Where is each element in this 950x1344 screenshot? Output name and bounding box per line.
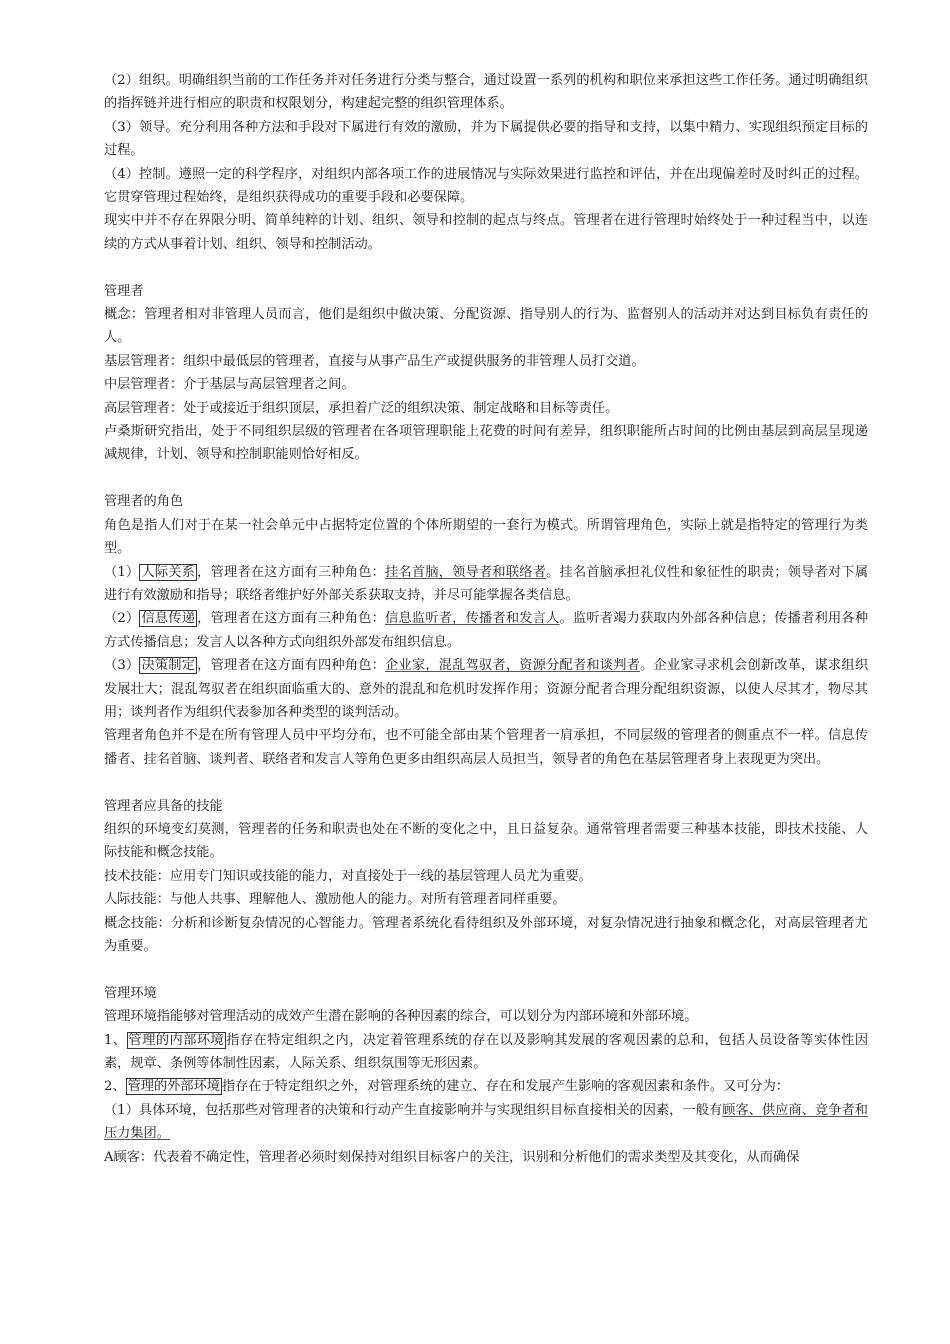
paragraph-customers: A顾客：代表着不确定性，管理者必须时刻保持对组织目标客户的关注，识别和分析他们的需求类型及其变化，从而确保: [104, 1149, 800, 1165]
item-rest: 指存在于特定组织之外，对管理系统的建立、存在和发展产生影响的客观因素和条件。又可分为：: [221, 1079, 789, 1095]
role-prefix: （1）: [104, 564, 140, 580]
role-mid: ，管理者在这方面有四种角色：: [197, 658, 386, 674]
item-text: （1）具体环境，包括那些对管理者的决策和行动产生直接影响并与实现组织目标直接相关的因素，一般有: [104, 1102, 723, 1118]
section-title-skills: 管理者应具备的技能: [104, 798, 223, 814]
paragraph-specific-environment: [104, 1099, 868, 1146]
paragraph-conceptual-skills: 概念技能：分析和诊断复杂情况的心智能力。管理者系统化看待组织及外部环境，对复杂情况进行抽象和概念化，对高层管理者尤为重要。: [104, 915, 868, 954]
paragraph-role-interpersonal: [104, 561, 868, 608]
role-prefix: （3）: [104, 658, 140, 674]
paragraph-luthans: 卢桑斯研究指出，处于不同组织层级的管理者在各项管理职能上花费的时间有差异，组织职能所占时间的比例由基层到高层呈现递减规律，计划、领导和控制职能则恰好相反。: [104, 424, 868, 463]
paragraph-controlling: （4）控制。遵照一定的科学程序，对组织内部各项工作的进展情况与实际效果进行监控和评估，并在出现偏差时及时纠正的过程。它贯穿管理过程始终，是组织获得成功的重要手段和必要保障。: [104, 166, 868, 206]
paragraph-environment-intro: 管理环境指能够对管理活动的成效产生潜在影响的各种因素的综合，可以划分为内部环境和外部环境。: [104, 1009, 698, 1025]
underlined-specific-factors: 顾客、供应商、竞争者和压力集团。: [104, 1102, 868, 1142]
paragraph-top-managers: 高层管理者：处于或接近于组织顶层，承担着广泛的组织决策、制定战略和目标等责任。: [104, 400, 619, 416]
role-rest: 。监听者竭力获取内外部各种信息；传播者利用各种方式传播信息；发言人以各种方式向组织外部发布组织信息。: [104, 611, 869, 650]
paragraph-organizing: （2）组织。明确组织当前的工作任务并对任务进行分类与整合，通过设置一系列的机构和职位来承担这些工作任务。通过明确组织的指挥链并进行相应的职责和权限划分，构建起完整的组织管理体系。: [104, 73, 868, 112]
paragraph-role-decisional: [104, 654, 868, 724]
paragraph-skills-intro: 组织的环境变幻莫测，管理者的任务和职责也处在不断的变化之中，且日益复杂。通常管理者需要三种基本技能，即技术技能、人际技能和概念技能。: [104, 821, 868, 861]
role-prefix: （2）: [104, 611, 140, 627]
role-rest: 。企业家寻求机会创新改革，谋求组织发展壮大；混乱驾驭者在组织面临重大的、意外的混乱和危机时发挥作用；资源分配者合理分配组织资源，以使人尽其才，物尽其用；谈判者作为组织代表参加各种类型的谈判活动。: [104, 658, 869, 720]
paragraph-technical-skills: 技术技能：应用专门知识或技能的能力，对直接处于一线的基层管理人员尤为重要。: [104, 868, 592, 884]
paragraph-leading: （3）领导。充分利用各种方法和手段对下属进行有效的激励，并为下属提供必要的指导和支持，以集中精力、实现组织预定目标的过程。: [104, 119, 868, 159]
paragraph-role-informational: [104, 607, 868, 654]
boxed-term-external-environment: 管理的外部环境: [127, 1079, 220, 1095]
section-title-roles: 管理者的角色: [104, 494, 184, 510]
role-rest: 。挂名首脑承担礼仪性和象征性的职责；领导者对下属进行有效激励和指导；联络者维护好外部关系获取支持，并尽可能掌握各类信息。: [104, 564, 869, 603]
paragraph-middle-managers: 中层管理者：介于基层与高层管理者之间。: [104, 377, 355, 393]
paragraph-process: 现实中并不存在界限分明、简单纯粹的计划、组织、领导和控制的起点与终点。管理者在进行管理时始终处于一种过程当中，以连续的方式从事着计划、组织、领导和控制活动。: [104, 213, 868, 252]
item-prefix: 1、: [104, 1032, 127, 1048]
role-mid: ，管理者在这方面有三种角色：: [197, 611, 386, 627]
section-title-managers: 管理者: [104, 283, 144, 299]
underlined-roles-informational: 信息监听者，传播者和发言人: [385, 611, 560, 627]
item-prefix: 2、: [104, 1079, 126, 1095]
section-title-environment: 管理环境: [104, 985, 157, 1001]
role-mid: ，管理者在这方面有三种角色：: [197, 564, 386, 580]
paragraph-human-skills: 人际技能：与他人共事、理解他人、激励他人的能力。对所有管理者同样重要。: [104, 892, 566, 908]
boxed-term-internal-environment: 管理的内部环境: [128, 1032, 225, 1048]
paragraph-manager-concept: 概念：管理者相对非管理人员而言，他们是组织中做决策、分配资源、指导别人的行为、监督别人的活动并对达到目标负有责任的人。: [104, 307, 868, 346]
underlined-roles-interpersonal: 挂名首脑，领导者和联络者: [385, 564, 547, 580]
boxed-term-decisional: 决策制定: [141, 658, 196, 674]
boxed-term-interpersonal: 人际关系: [141, 564, 196, 580]
underlined-roles-decisional: 企业家，混乱驾驭者，资源分配者和谈判者: [385, 658, 641, 674]
paragraph-first-line-managers: 基层管理者：组织中最低层的管理者，直接与从事产品生产或提供服务的非管理人员打交道。: [104, 353, 645, 369]
paragraph-external-environment: [104, 1075, 868, 1098]
document-body: [104, 69, 868, 1169]
paragraph-internal-environment: [104, 1029, 868, 1076]
boxed-term-informational: 信息传递: [141, 611, 196, 627]
paragraph-roles-outro: 管理者角色并不是在所有管理人员中平均分布，也不可能全部由某个管理者一肩承担，不同层级的管理者的侧重点不一样。信息传播者、挂名首脑、谈判者、联络者和发言人等角色更多由组织高层人员担当，领导者的角色在基层管理者身上表现更为突出。: [104, 728, 868, 767]
item-rest: 指存在特定组织之内，决定着管理系统的存在以及影响其发展的客观因素的总和，包括人员设备等实体性因素，规章、条例等体制性因素，人际关系、组织氛围等无形因素。: [104, 1032, 869, 1071]
paragraph-roles-intro: 角色是指人们对于在某一社会单元中占据特定位置的个体所期望的一套行为模式。所谓管理角色，实际上就是指特定的管理行为类型。: [104, 517, 868, 557]
